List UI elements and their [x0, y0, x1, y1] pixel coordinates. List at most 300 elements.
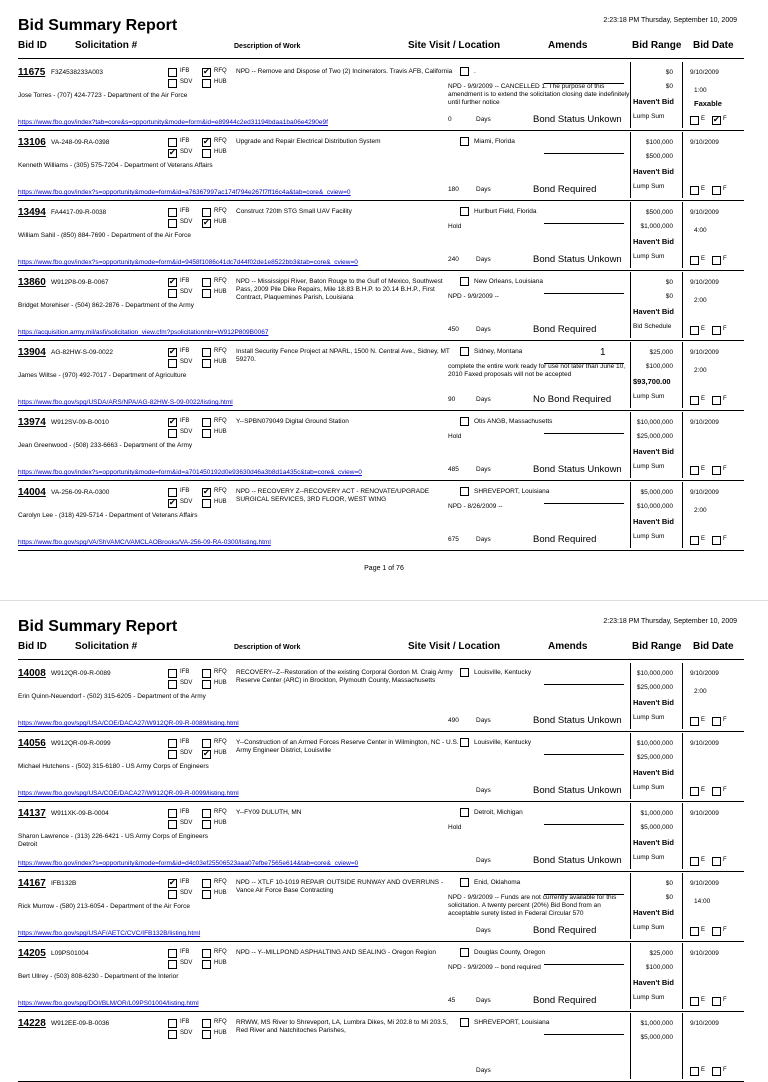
bid-id-link[interactable]: 11675 [18, 67, 46, 78]
e-checkbox[interactable] [690, 396, 699, 405]
amend-line [544, 1034, 624, 1035]
e-checkbox[interactable] [690, 717, 699, 726]
contact-info: Bridget Morehiser - (504) 862-2876 - Department of the Army [18, 302, 194, 309]
rfq-checkbox[interactable] [202, 879, 211, 888]
sdv-checkbox[interactable] [168, 359, 177, 368]
e-label: E [701, 256, 706, 262]
e-label: E [701, 466, 706, 472]
bid-record [18, 803, 744, 872]
report-timestamp: 2:23:18 PM Thursday, September 10, 2009 [603, 17, 737, 24]
bid-range-low: $10,000,000 [636, 419, 673, 426]
bid-id-link[interactable]: 13860 [18, 277, 46, 288]
column-divider [682, 733, 683, 799]
ifb-label: IFB [180, 949, 190, 955]
bid-time: 2:00 [694, 507, 707, 514]
hub-label: HUB [214, 219, 227, 225]
f-label: F [723, 396, 727, 402]
hub-checkbox[interactable] [202, 499, 211, 508]
e-checkbox[interactable] [690, 1067, 699, 1076]
bid-status: Haven't Bid [633, 838, 674, 847]
bid-date: 9/10/2009 [690, 279, 719, 286]
e-label: E [701, 396, 706, 402]
column-divider [630, 412, 631, 478]
bid-notes: complete the entire work ready for use not later than June 10, 2010 Faxed proposals will not be accepted [448, 363, 626, 378]
bid-time: 2:00 [694, 367, 707, 374]
e-label: E [701, 1067, 706, 1073]
listing-link[interactable]: https://www.fbo.gov/index?s=opportunity&mode=form&id=a76367997ac174f794e267f7ff16c4a&tab=core&_cview=0 [18, 189, 351, 196]
site-location: Louisville, Kentucky [474, 739, 532, 746]
hub-label: HUB [214, 359, 227, 365]
hub-checkbox[interactable] [202, 149, 211, 158]
rfq-checkbox[interactable] [202, 138, 211, 147]
listing-link[interactable]: https://www.fbo.gov/spg/USAF/AETC/CVC/IFB132B/listing.html [18, 930, 201, 937]
site-location: Douglas County, Oregon [474, 949, 546, 956]
f-checkbox[interactable] [712, 857, 721, 866]
ifb-checkbox[interactable] [168, 1019, 177, 1028]
contact-info: Rick Murrow - (580) 213-6054 - Department of the Air Force [18, 903, 190, 910]
ifb-checkbox[interactable] [168, 809, 177, 818]
bid-record [18, 663, 744, 732]
sdv-label: SDV [180, 429, 193, 435]
rfq-checkbox[interactable] [202, 1019, 211, 1028]
rfq-checkbox[interactable] [202, 348, 211, 357]
e-checkbox[interactable] [690, 466, 699, 475]
f-label: F [723, 326, 727, 332]
header-divider [18, 58, 744, 59]
solicitation-number: W912QR-09-R-0099 [51, 740, 111, 747]
ifb-checkbox[interactable] [168, 739, 177, 748]
f-checkbox[interactable] [712, 326, 721, 335]
bid-time: 1:00 [694, 87, 707, 94]
bid-id-link[interactable]: 14056 [18, 738, 46, 749]
bond-status: Bond Required [533, 184, 597, 195]
site-visit-checkbox[interactable] [460, 487, 469, 496]
hub-checkbox[interactable] [202, 960, 211, 969]
contact-info: Jose Torres - (707) 424-7723 - Department of the Air Force [18, 92, 188, 99]
sdv-checkbox[interactable] [168, 499, 177, 508]
sdv-checkbox[interactable] [168, 149, 177, 158]
listing-link[interactable]: https://www.fbo.gov/index?s=opportunity&mode=form&id=a701450192d0e93630d46a3b8d1a435c&tab=core&_cview=0 [18, 469, 362, 476]
bid-id-link[interactable]: 14004 [18, 487, 46, 498]
e-label: E [701, 116, 706, 122]
column-divider [630, 1013, 631, 1079]
contact-info: Michael Hutchens - (502) 315-6180 - US Army Corps of Engineers [18, 763, 209, 770]
hub-label: HUB [214, 429, 227, 435]
bid-notes: NPD - 9/9/2009 -- Funds are not currently available for this solicitation. A twenty percent (20%) Bid Bond from an acceptable surety listed in Federal Circular 570 [448, 894, 617, 917]
hub-label: HUB [214, 149, 227, 155]
bond-status: Bond Status Unkown [533, 464, 622, 475]
ifb-label: IFB [180, 488, 190, 494]
days-label: Days [476, 186, 491, 193]
column-divider [630, 272, 631, 338]
hub-label: HUB [214, 960, 227, 966]
header-solicitation: Solicitation # [75, 641, 138, 652]
listing-link[interactable]: https://www.fbo.gov/spg/VA/ShVAMC/VAMCLAOBrooks/VA-256-09-RA-0300/listing.html [18, 539, 271, 546]
site-visit-checkbox[interactable] [460, 878, 469, 887]
sdv-checkbox[interactable] [168, 680, 177, 689]
e-checkbox[interactable] [690, 326, 699, 335]
days-label: Days [476, 326, 491, 333]
f-label: F [723, 186, 727, 192]
header-bid-date: Bid Date [693, 40, 734, 51]
days-label: Days [476, 116, 491, 123]
days-label: Days [476, 927, 491, 934]
hub-label: HUB [214, 79, 227, 85]
site-location: Detroit, Michigan [474, 809, 523, 816]
column-divider [682, 132, 683, 198]
f-checkbox[interactable] [712, 997, 721, 1006]
f-checkbox[interactable] [712, 116, 721, 125]
site-location: Louisville, Kentucky [474, 669, 532, 676]
ifb-checkbox[interactable] [168, 669, 177, 678]
listing-link[interactable]: https://www.fbo.gov/spg/USA/COE/DACA27/W912QR-09-R-0099/listing.html [18, 790, 239, 797]
bond-status: Bond Status Unkown [533, 254, 622, 265]
hub-checkbox[interactable] [202, 79, 211, 88]
ifb-label: IFB [180, 669, 190, 675]
bid-range-high: $25,000,000 [636, 433, 673, 440]
rfq-checkbox[interactable] [202, 739, 211, 748]
bid-status: Haven't Bid [633, 97, 674, 106]
hub-checkbox[interactable] [202, 219, 211, 228]
sdv-checkbox[interactable] [168, 289, 177, 298]
work-description: NPD -- XTLF 10-1019 REPAIR OUTSIDE RUNWAY AND OVERRUNS - Vance Air Force Base Contracting [236, 879, 444, 894]
bond-status: Bond Required [533, 925, 597, 936]
column-divider [682, 873, 683, 939]
work-description: Y--FY09 DULUTH, MN [236, 809, 302, 816]
bid-range-high: $5,000,000 [640, 824, 673, 831]
days-value: 180 [448, 186, 459, 193]
contact-info: Bert Ullrey - (503) 808-6230 - Department of the Interior [18, 973, 179, 980]
days-label: Days [476, 787, 491, 794]
site-location: Miami, Florida [474, 138, 515, 145]
sdv-checkbox[interactable] [168, 219, 177, 228]
e-label: E [701, 186, 706, 192]
hub-label: HUB [214, 289, 227, 295]
bid-id-link[interactable]: 13106 [18, 137, 46, 148]
bid-type: Lump Sum [633, 784, 665, 791]
sdv-label: SDV [180, 359, 193, 365]
bond-status: No Bond Required [533, 394, 612, 405]
site-visit-checkbox[interactable] [460, 808, 469, 817]
rfq-checkbox[interactable] [202, 418, 211, 427]
bid-range-high: $25,000,000 [636, 684, 673, 691]
header-bid-range: Bid Range [632, 641, 682, 652]
bid-status: Haven't Bid [633, 167, 674, 176]
bid-status: $93,700.00 [633, 377, 671, 386]
solicitation-number: W912P8-09-B-0067 [51, 279, 109, 286]
bid-date: 9/10/2009 [690, 740, 719, 747]
column-divider [630, 873, 631, 939]
ifb-checkbox[interactable] [168, 68, 177, 77]
bid-id-link[interactable]: 13974 [18, 417, 46, 428]
bid-type: Lump Sum [633, 463, 665, 470]
hub-label: HUB [214, 890, 227, 896]
rfq-checkbox[interactable] [202, 278, 211, 287]
solicitation-number: IFB132B [51, 880, 77, 887]
work-description: NPD -- Mississippi River, Baton Rouge to the Gulf of Mexico, Southwest Pass, 2009 Pile Dike Repairs, Mile 18.83 B.H.P. to 20.14 B.H.P., First Contract, Plaquemines Parish, Louisiana [236, 278, 443, 301]
f-label: F [723, 466, 727, 472]
bid-record [18, 272, 744, 341]
header-bid-date: Bid Date [693, 641, 734, 652]
e-checkbox[interactable] [690, 927, 699, 936]
sdv-checkbox[interactable] [168, 960, 177, 969]
contact-info: William Sahil - (850) 884-7690 - Department of the Air Force [18, 232, 192, 239]
hub-checkbox[interactable] [202, 890, 211, 899]
e-label: E [701, 927, 706, 933]
bid-time: 14:00 [694, 898, 711, 905]
f-checkbox[interactable] [712, 396, 721, 405]
listing-link[interactable]: https://www.fbo.gov/spg/USA/COE/DACA27/W912QR-09-R-0089/listing.html [18, 720, 239, 727]
e-checkbox[interactable] [690, 256, 699, 265]
work-description: Construct 720th STG Small UAV Facility [236, 208, 352, 215]
bid-type: Lump Sum [633, 253, 665, 260]
site-location: SHREVEPORT, Louisiana [474, 488, 550, 495]
rfq-checkbox[interactable] [202, 669, 211, 678]
days-label: Days [476, 466, 491, 473]
e-checkbox[interactable] [690, 536, 699, 545]
hub-checkbox[interactable] [202, 1030, 211, 1039]
f-checkbox[interactable] [712, 186, 721, 195]
contact-info: Carolyn Lee - (318) 429-5714 - Department of Veterans Affairs [18, 512, 198, 519]
rfq-label: RFQ [214, 348, 227, 354]
bid-status: Haven't Bid [633, 237, 674, 246]
column-divider [630, 943, 631, 1009]
bond-status: Bond Required [533, 324, 597, 335]
rfq-label: RFQ [214, 138, 227, 144]
site-visit-checkbox[interactable] [460, 417, 469, 426]
e-label: E [701, 536, 706, 542]
ifb-checkbox[interactable] [168, 138, 177, 147]
page-number: Page 1 of 76 [364, 565, 404, 572]
header-description: Description of Work [234, 644, 301, 651]
site-visit-checkbox[interactable] [460, 738, 469, 747]
solicitation-number: L09PS01004 [51, 950, 89, 957]
report-title: Bid Summary Report [18, 17, 178, 34]
f-label: F [723, 1067, 727, 1073]
hub-checkbox[interactable] [202, 289, 211, 298]
bid-status: Haven't Bid [633, 447, 674, 456]
rfq-checkbox[interactable] [202, 488, 211, 497]
sdv-checkbox[interactable] [168, 429, 177, 438]
work-description: Upgrade and Repair Electrical Distribution System [236, 138, 381, 145]
e-checkbox[interactable] [690, 997, 699, 1006]
site-visit-checkbox[interactable] [460, 1018, 469, 1027]
hub-checkbox[interactable] [202, 750, 211, 759]
sdv-label: SDV [180, 680, 193, 686]
hub-checkbox[interactable] [202, 429, 211, 438]
e-checkbox[interactable] [690, 116, 699, 125]
work-description: Install Security Fence Project at NPARL, 1500 N. Central Ave., Sidney, MT 59270. [236, 348, 450, 363]
bid-range-high: $10,000,000 [636, 503, 673, 510]
days-label: Days [476, 396, 491, 403]
sdv-label: SDV [180, 289, 193, 295]
bid-type: Lump Sum [633, 183, 665, 190]
work-description: NPD -- RECOVERY Z--RECOVERY ACT - RENOVATE/UPGRADE SURGICAL SERVICES, 3RD FLOOR, WEST WING [236, 488, 430, 503]
bond-status: Bond Status Unkown [533, 114, 622, 125]
bid-record [18, 412, 744, 481]
rfq-label: RFQ [214, 879, 227, 885]
solicitation-number: VA-256-09-RA-0300 [51, 489, 110, 496]
rfq-label: RFQ [214, 68, 227, 74]
site-visit-checkbox[interactable] [460, 137, 469, 146]
ifb-label: IFB [180, 138, 190, 144]
rfq-checkbox[interactable] [202, 949, 211, 958]
listing-link[interactable]: https://www.fbo.gov/spg/DOI/BLM/OR/L09PS01004/listing.html [18, 1000, 199, 1007]
site-visit-checkbox[interactable] [460, 668, 469, 677]
bid-range-high: $0 [665, 293, 673, 300]
report-timestamp: 2:23:18 PM Thursday, September 10, 2009 [603, 618, 737, 625]
hub-label: HUB [214, 750, 227, 756]
sdv-checkbox[interactable] [168, 1030, 177, 1039]
bid-record [18, 1013, 744, 1082]
column-divider [682, 803, 683, 869]
bid-time: 2:00 [694, 297, 707, 304]
ifb-checkbox[interactable] [168, 278, 177, 287]
f-label: F [723, 536, 727, 542]
sdv-checkbox[interactable] [168, 750, 177, 759]
bid-range-low: $10,000,000 [636, 670, 673, 677]
f-checkbox[interactable] [712, 536, 721, 545]
ifb-label: IFB [180, 809, 190, 815]
ifb-checkbox[interactable] [168, 418, 177, 427]
bid-id-link[interactable]: 13494 [18, 207, 46, 218]
bid-notes: NPD - 9/9/2009 -- bond required [448, 964, 541, 971]
rfq-checkbox[interactable] [202, 809, 211, 818]
site-visit-checkbox[interactable] [460, 948, 469, 957]
sdv-checkbox[interactable] [168, 890, 177, 899]
days-value: 675 [448, 536, 459, 543]
ifb-checkbox[interactable] [168, 208, 177, 217]
bid-date: 9/10/2009 [690, 489, 719, 496]
bid-record [18, 873, 744, 942]
contact-info: James Wiltse - (970) 492-7017 - Department of Agriculture [18, 372, 187, 379]
site-location: SHREVEPORT, Louisiana [474, 1019, 550, 1026]
rfq-label: RFQ [214, 488, 227, 494]
ifb-checkbox[interactable] [168, 348, 177, 357]
hub-checkbox[interactable] [202, 359, 211, 368]
hub-label: HUB [214, 499, 227, 505]
f-label: F [723, 717, 727, 723]
rfq-label: RFQ [214, 739, 227, 745]
days-value: 240 [448, 256, 459, 263]
bid-date: 9/10/2009 [690, 880, 719, 887]
e-checkbox[interactable] [690, 186, 699, 195]
ifb-checkbox[interactable] [168, 949, 177, 958]
f-checkbox[interactable] [712, 466, 721, 475]
sdv-label: SDV [180, 890, 193, 896]
column-divider [682, 1013, 683, 1079]
sdv-checkbox[interactable] [168, 79, 177, 88]
bid-date: 9/10/2009 [690, 950, 719, 957]
work-description: NPD -- Y--MILLPOND ASPHALTING AND SEALING - Oregon Region [236, 949, 437, 956]
contact-info: Kenneth Williams - (305) 575-7204 - Department of Veterans Affairs [18, 162, 213, 169]
ifb-checkbox[interactable] [168, 488, 177, 497]
solicitation-number: FA4417-09-R-0038 [51, 209, 107, 216]
f-checkbox[interactable] [712, 256, 721, 265]
sdv-checkbox[interactable] [168, 820, 177, 829]
solicitation-number: W912EE-09-B-0036 [51, 1020, 110, 1027]
bid-status: Haven't Bid [633, 517, 674, 526]
bond-status: Bond Status Unkown [533, 855, 622, 866]
solicitation-number: W911XK-09-B-0004 [51, 810, 109, 817]
bid-type: Lump Sum [633, 393, 665, 400]
bid-notes: NPD - 8/26/2009 -- [448, 503, 503, 510]
bid-notes: Hold [448, 824, 462, 831]
bid-date: 9/10/2009 [690, 670, 719, 677]
e-checkbox[interactable] [690, 787, 699, 796]
work-description: NPD -- Remove and Dispose of Two (2) Incinerators. Travis AFB, California [236, 68, 453, 75]
contact-info: Erin Quinn-Neuendorf - (502) 315-6205 - Department of the Army [18, 693, 206, 700]
rfq-label: RFQ [214, 278, 227, 284]
bid-id-link[interactable]: 14205 [18, 948, 46, 959]
listing-link[interactable]: https://acquisition.army.mil/asfi/solicitation_view.cfm?psolicitationnbr=W912P809B0067 [18, 329, 269, 336]
site-visit-checkbox[interactable] [460, 277, 469, 286]
f-label: F [723, 116, 727, 122]
f-checkbox[interactable] [712, 787, 721, 796]
bid-id-link[interactable]: 14228 [18, 1018, 46, 1029]
hub-checkbox[interactable] [202, 820, 211, 829]
days-value: 0 [448, 116, 452, 123]
f-checkbox[interactable] [712, 1067, 721, 1076]
bid-id-link[interactable]: 13904 [18, 347, 46, 358]
site-visit-checkbox[interactable] [460, 207, 469, 216]
rfq-checkbox[interactable] [202, 68, 211, 77]
bid-id-link[interactable]: 14167 [18, 878, 46, 889]
rfq-label: RFQ [214, 1019, 227, 1025]
contact-info: Sharon Lawrence - (313) 226-6421 - US Army Corps of Engineers Detroit [18, 833, 209, 848]
bid-range-low: $500,000 [645, 209, 673, 216]
bond-status: Bond Status Unkown [533, 715, 622, 726]
sdv-label: SDV [180, 1030, 193, 1036]
bid-type: Lump Sum [633, 924, 665, 931]
ifb-label: IFB [180, 348, 190, 354]
listing-link[interactable]: https://www.fbo.gov/index?tab=core&s=opportunity&mode=form&id=e89944c2ed31194bdaa1ba06e4290e9f [18, 119, 328, 126]
bid-range-low: $25,000 [649, 349, 673, 356]
site-visit-checkbox[interactable] [460, 67, 469, 76]
listing-link[interactable]: https://www.fbo.gov/spg/USDA/ARS/NPA/AG-82HW-S-09-0022/listing.html [18, 399, 233, 406]
bid-range-low: $1,000,000 [640, 1020, 673, 1027]
column-divider [682, 62, 683, 128]
site-location: Enid, Oklahoma [474, 879, 521, 886]
bid-id-link[interactable]: 14008 [18, 668, 46, 679]
f-checkbox[interactable] [712, 717, 721, 726]
e-checkbox[interactable] [690, 857, 699, 866]
bid-id-link[interactable]: 14137 [18, 808, 46, 819]
ifb-checkbox[interactable] [168, 879, 177, 888]
listing-link[interactable]: https://www.fbo.gov/index?s=opportunity&mode=form&id=9458f1086c41dc7d44f02de1e8522bb3&tab=core&_cview=0 [18, 259, 358, 266]
bid-range-high: $1,000,000 [640, 223, 673, 230]
column-divider [682, 943, 683, 1009]
sdv-label: SDV [180, 79, 193, 85]
f-checkbox[interactable] [712, 927, 721, 936]
column-divider [630, 803, 631, 869]
column-divider [682, 482, 683, 548]
rfq-checkbox[interactable] [202, 208, 211, 217]
bid-date: 9/10/2009 [690, 810, 719, 817]
column-divider [630, 132, 631, 198]
site-location: New Orleans, Louisiana [474, 278, 544, 285]
header-site: Site Visit / Location [408, 40, 501, 51]
days-value: 45 [448, 997, 456, 1004]
bid-date: 9/10/2009 [690, 69, 719, 76]
hub-checkbox[interactable] [202, 680, 211, 689]
days-value: 490 [448, 717, 459, 724]
listing-link[interactable]: https://www.fbo.gov/index?s=opportunity&mode=form&id=d4c03ef25506523aaa07efbe7565e614&tab=core&_cview=0 [18, 860, 359, 867]
column-divider [630, 202, 631, 268]
bid-date: 9/10/2009 [690, 139, 719, 146]
site-visit-checkbox[interactable] [460, 347, 469, 356]
days-value: 485 [448, 466, 459, 473]
